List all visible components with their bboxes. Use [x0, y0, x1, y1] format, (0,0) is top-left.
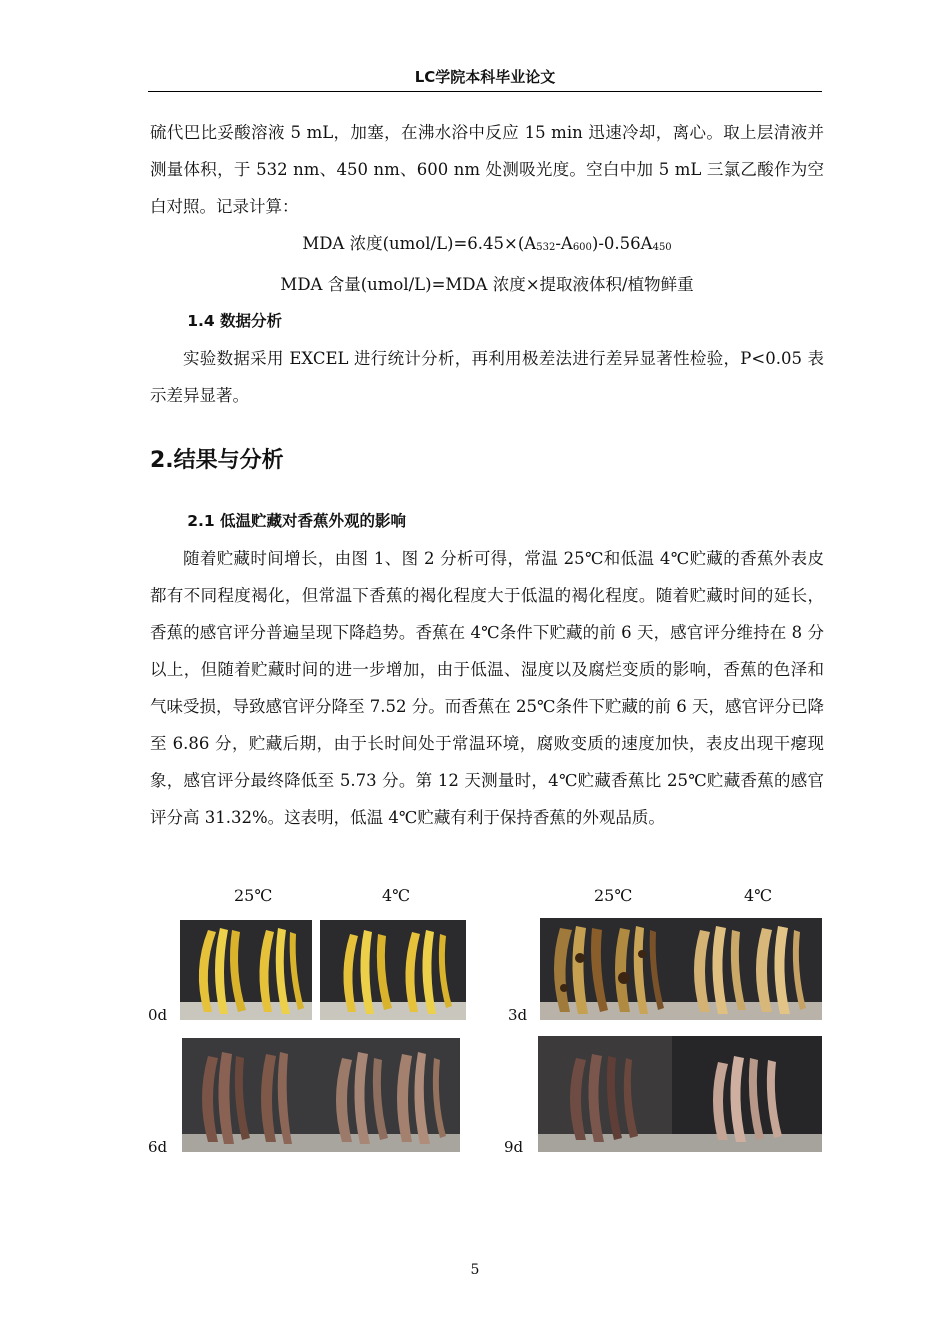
page-number: 5: [470, 1262, 480, 1278]
photo-day0-25c: [180, 920, 312, 1020]
column-label-4c-left: 4℃: [382, 886, 411, 905]
photo-day6-25c: [182, 1038, 312, 1152]
paragraph-data-analysis: 实验数据采用 EXCEL 进行统计分析，再利用极差法进行差异显著性检验，P<0.05 表示差异显著。: [150, 349, 824, 405]
day-label-0d: 0d: [148, 1006, 168, 1024]
banana-photo-figure: [148, 886, 828, 1166]
column-label-4c-right: 4℃: [744, 886, 773, 905]
formula-mda-content: MDA 含量(umol/L)=MDA 浓度×提取液体积/植物鲜重: [280, 275, 694, 294]
photo-day3-4c: [672, 918, 822, 1020]
chapter-heading-2: 2.结果与分析: [150, 448, 284, 473]
day-label-6d: 6d: [148, 1138, 168, 1156]
header-rule: [148, 91, 822, 92]
running-header: LC学院本科毕业论文: [414, 68, 556, 86]
day-label-3d: 3d: [508, 1006, 528, 1024]
section-heading-2-1: 2.1 低温贮藏对香蕉外观的影响: [187, 512, 407, 530]
photo-day9-25c: [538, 1036, 672, 1152]
paragraph-procedure: 硫代巴比妥酸溶液 5 mL，加塞，在沸水浴中反应 15 min 迅速冷却，离心。取上层清液并测量体积，于 532 nm、450 nm、600 nm 处测吸光度。空白中加 5 mL 三氯乙酸作为空白对照。记录计算：: [150, 123, 824, 216]
column-label-25c-left: 25℃: [234, 886, 273, 905]
section-heading-1-4: 1.4 数据分析: [187, 312, 283, 330]
photo-day6-4c: [312, 1038, 460, 1152]
paragraph-results: 随着贮藏时间增长，由图 1、图 2 分析可得，常温 25℃和低温 4℃贮藏的香蕉外表皮都有不同程度褐化，但常温下香蕉的褐化程度大于低温的褐化程度。随着贮藏时间的延长，香蕉的感官评分普遍呈现下降趋势。香蕉在 4℃条件下贮藏的前 6 天，感官评分维持在 8 分以上，但随着贮藏时间的进一步增加，由于低温、湿度以及腐烂变质的影响，香蕉的色泽和气味受损，导致感官评分降至 7.52 分。而香蕉在 25℃条件下贮藏的前 6 天，感官评分已降至 6.86 分，贮藏后期，由于长时间处于常温环境，腐败变质的速度加快，表皮出现干瘪现象，感官评分最终降低至 5.73 分。第 12 天测量时，4℃贮藏香蕉比 25℃贮藏香蕉的感官评分高 31.32%。这表明，低温 4℃贮藏有利于保持香蕉的外观品质。: [150, 549, 824, 827]
photo-day9-4c: [672, 1036, 822, 1152]
formula-mda-concentration: MDA 浓度(umol/L)=6.45×(A532-A600)-0.56A450: [302, 234, 672, 253]
photo-day0-4c: [320, 920, 466, 1020]
main-text: [150, 114, 824, 836]
photo-day3-25c: [540, 918, 672, 1020]
column-label-25c-right: 25℃: [594, 886, 633, 905]
day-label-9d: 9d: [504, 1138, 524, 1156]
